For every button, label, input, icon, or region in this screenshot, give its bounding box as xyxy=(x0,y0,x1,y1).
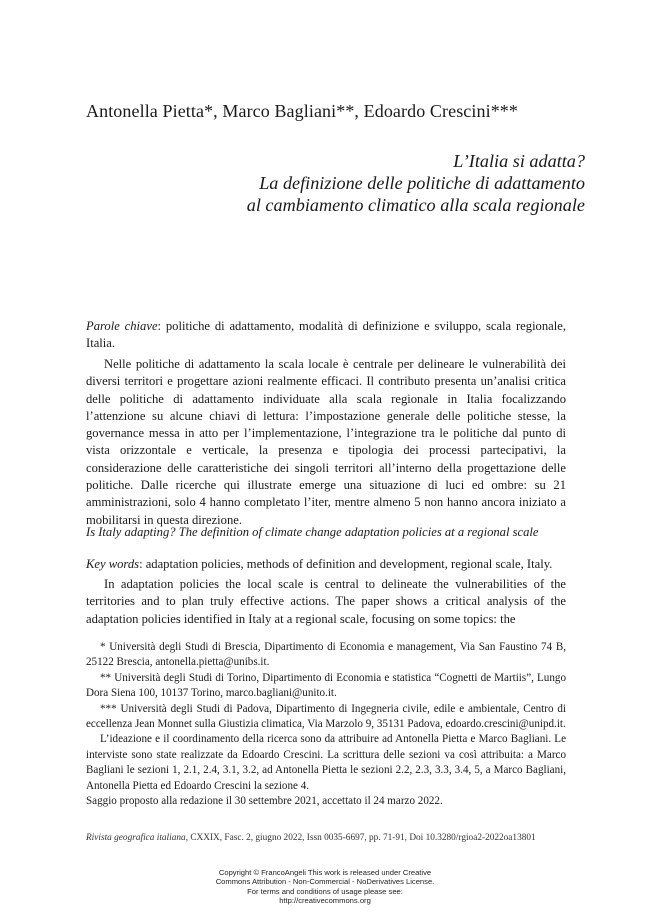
submission-note: Saggio proposto alla redazione il 30 settembre 2021, accettato il 24 marzo 2022. xyxy=(86,795,443,808)
journal-details: , CXXIX, Fasc. 2, giugno 2022, Issn 0035-6697, pp. 71-91, Doi 10.3280/rgioa2-2022oa13801 xyxy=(185,833,536,843)
footnote-contributions: L’ideazione e il coordinamento della ricerca sono da attribuire ad Antonella Pietta e Marco Bagliani. Le interviste sono state realizzate da Edoardo Crescini. La scrittura delle sezioni va così attribuita: a Marco Bagliani le sezioni 1, 2.1, 2.4, 3.1, 3.2, ad Antonella Pietta le sezioni 2.2, 2.3, 3.3, 3.4, 5, a Marco Bagliani, Antonella Pietta ed Edoardo Crescini la sezione 4. xyxy=(86,733,566,792)
copyright-notice xyxy=(0,868,650,906)
english-title xyxy=(86,524,566,541)
english-title-text: Is Italy adapting? The definition of climate change adaptation policies at a regional scale xyxy=(86,525,539,539)
footnote-author-2: ** Università degli Studi di Torino, Dipartimento di Economia e statistica “Cognetti de Martiis”, Lungo Dora Siena 100, 10137 Torino, marco.bagliani@unito.it. xyxy=(86,671,566,700)
english-keywords-label: Key words xyxy=(86,557,140,571)
italian-keywords-text: : politiche di adattamento, modalità di definizione e sviluppo, scala regionale, Italia. xyxy=(86,319,566,351)
footnotes xyxy=(86,640,566,809)
copyright-line-1: Copyright © FrancoAngeli This work is released under Creative xyxy=(218,868,432,877)
title-line-2: La definizione delle politiche di adattamento xyxy=(259,173,585,193)
title-line-3: al cambiamento climatico alla scala regionale xyxy=(246,195,585,215)
english-abstract xyxy=(86,576,566,628)
english-abstract-text: In adaptation policies the local scale is central to delineate the vulnerabilities of the territories and to plan truly effective actions. The paper shows a critical analysis of the adaptation policies identified in Italy at a regional scale, focusing on some topics: the xyxy=(86,577,566,626)
italian-abstract xyxy=(86,356,566,529)
copyright-line-2: Commons Attribution - Non-Commercial - NoDerivatives License. xyxy=(215,877,435,887)
title-line-1: L’Italia si adatta? xyxy=(453,151,585,171)
english-keywords-text: : adaptation policies, methods of definition and development, regional scale, Italy. xyxy=(139,557,553,571)
journal-citation xyxy=(86,833,566,843)
italian-keywords xyxy=(86,318,566,353)
copyright-line-3: For terms and conditions of usage please see: xyxy=(247,886,403,896)
authors-line: Antonella Pietta*, Marco Bagliani**, Edoardo Crescini*** xyxy=(86,101,519,121)
footnote-author-1: * Università degli Studi di Brescia, Dipartimento di Economia e management, Via San Faustino 74 B, 25122 Brescia, antonella.pietta@unibs.it. xyxy=(86,641,566,669)
english-keywords xyxy=(86,556,566,573)
footnote-author-3: *** Università degli Studi di Padova, Dipartimento di Ingegneria civile, edile e ambientale, Centro di eccellenza Jean Monnet sulla Giustizia climatica, Via Marzolo 9, 35131 Padova, edoardo.crescini@unipd.it. xyxy=(86,702,566,731)
copyright-link[interactable]: http://creativecommons.org xyxy=(279,896,371,906)
italian-abstract-text: Nelle politiche di adattamento la scala locale è centrale per delineare le vulnerabilità dei diversi territori e progettare azioni realmente efficaci. Il contributo presenta un’analisi critica delle politiche di adattamento individuate alla scala regionale in Italia focalizzando l’attenzione su alcune chiavi di lettura: l’impostazione generale delle politiche stesse, la governance messa in atto per l’implementazione, l’integrazione tra le politiche dal punto di vista orizzontale e verticale, la presenza e tipologia dei processi partecipativi, la considerazione delle caratteristiche dei singoli territori all’interno della progettazione delle politiche. Dalle ricerche qui illustrate emerge una situazione di luci ed ombre: su 21 amministrazioni, solo 4 hanno completato l’iter, mentre almeno 5 non hanno ancora iniziato a mobilitarsi in questa direzione. xyxy=(86,357,566,527)
journal-name: Rivista geografica italiana xyxy=(86,833,186,843)
italian-keywords-label: Parole chiave xyxy=(86,319,158,333)
article-title xyxy=(105,150,585,216)
